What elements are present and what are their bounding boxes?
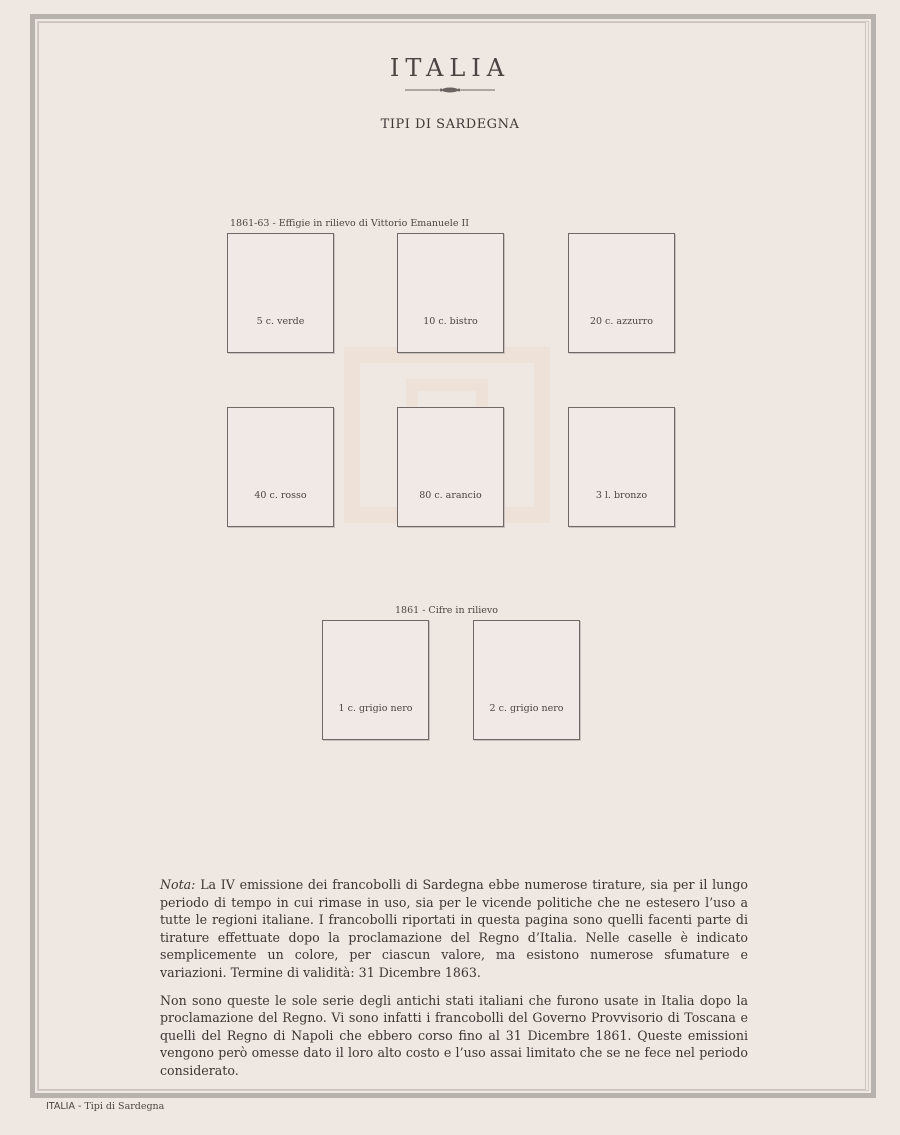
- page-title: ITALIA: [389, 54, 511, 82]
- footer-page: Tipi di Sardegna: [84, 1101, 165, 1112]
- section1-caption: 1861-63 - Effigie in rilievo di Vittorio Emanuele II: [230, 218, 469, 229]
- stamp-label: 1 c. grigio nero: [338, 703, 413, 714]
- stamp-label: 2 c. grigio nero: [489, 703, 564, 714]
- note-paragraph-1: [160, 876, 748, 982]
- stamp-label: 20 c. azzurro: [589, 316, 654, 327]
- stamp-label: 5 c. verde: [256, 316, 305, 327]
- ornament-divider: [405, 86, 495, 94]
- note-lead: Nota:: [160, 877, 196, 892]
- stamp-slot: [568, 233, 675, 353]
- stamp-slot: [227, 233, 334, 353]
- stamp-slot: [568, 407, 675, 527]
- footer-country: ITALIA: [46, 1101, 75, 1112]
- note-body-1: La IV emissione dei francobolli di Sardegna ebbe numerose tirature, sia per il lungo periodo di tempo in cui rimase in uso, sia per le vicende politiche che ne estesero l’uso a tutte le regioni italiane. I francobolli riportati in questa pagina sono quelli facenti parte di tirature effettuate dopo la proclamazione del Regno d’Italia. Nelle caselle è indicato semplicemente un colore, per ciascun valore, ma esistono numerose sfumature e variazioni. Termine di validità: 31 Dicembre 1863.: [160, 877, 748, 980]
- stamp-slot: [322, 620, 429, 740]
- note-text: [160, 876, 748, 1090]
- stamp-label: 80 c. arancio: [419, 490, 482, 501]
- stamp-label: 40 c. rosso: [254, 490, 307, 501]
- stamp-slot: [473, 620, 580, 740]
- page-footer: [46, 1101, 164, 1112]
- page-subtitle: TIPI DI SARDEGNA: [380, 117, 520, 132]
- note-paragraph-2: Non sono queste le sole serie degli antichi stati italiani che furono usate in Italia dopo la proclamazione del Regno. Vi sono infatti i francobolli del Governo Provvisorio di Toscana e quelli del Regno di Napoli che ebbero corso fino al 31 Dicembre 1861. Queste emissioni vengono però omesse dato il loro alto costo e l’uso assai limitato che se ne fece nel periodo considerato.: [160, 992, 748, 1078]
- section2-caption: 1861 - Cifre in rilievo: [395, 605, 498, 616]
- footer-separator: -: [77, 1101, 82, 1112]
- stamp-label: 10 c. bistro: [423, 316, 478, 327]
- stamp-slot: [397, 407, 504, 527]
- stamp-label: 3 l. bronzo: [595, 490, 648, 501]
- stamp-slot: [227, 407, 334, 527]
- stamp-slot: [397, 233, 504, 353]
